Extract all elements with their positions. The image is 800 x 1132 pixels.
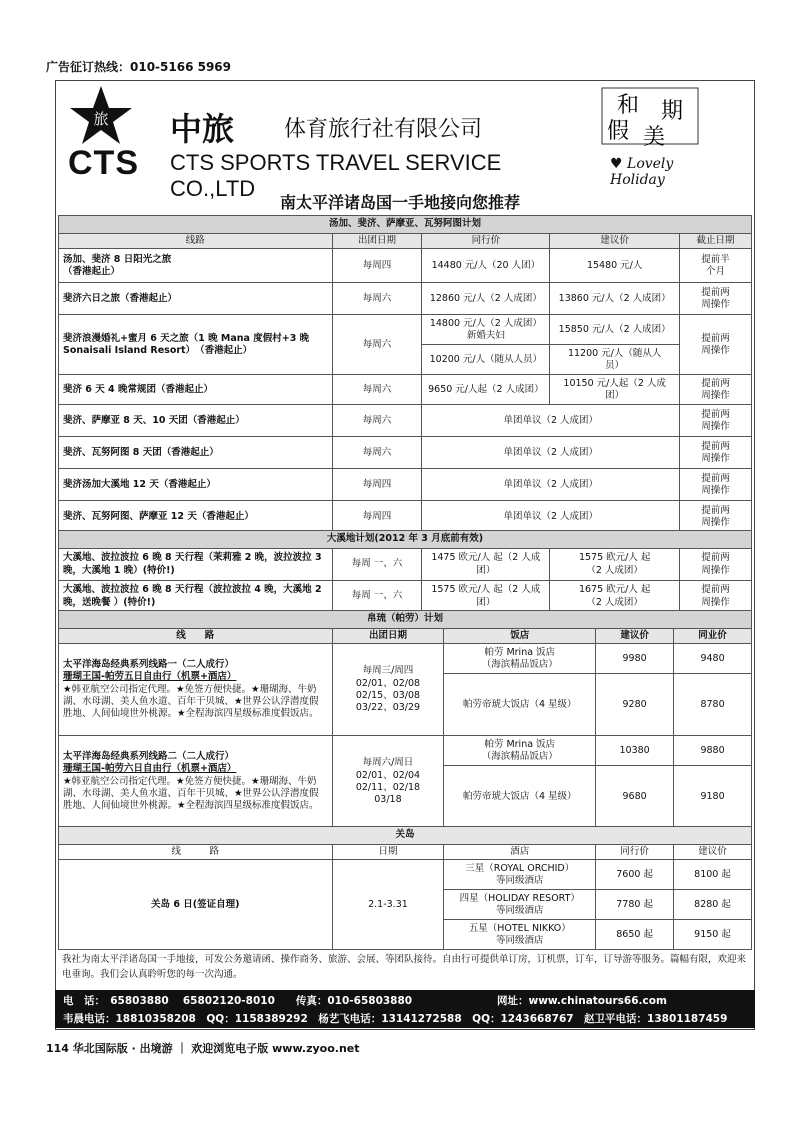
date-cell: 每周六 [332, 405, 422, 437]
route-title: 太平洋海岛经典系列线路一（二人成行） [63, 658, 235, 670]
table-row [59, 644, 752, 674]
col-header: 日期 [332, 845, 444, 860]
deadline-cell: 提前两 周操作 [680, 469, 752, 501]
deadline-cell: 提前两 周操作 [680, 581, 752, 613]
price-cell: 单团单议（2 人成团） [422, 501, 680, 533]
col-header: 线 路 [59, 845, 333, 860]
table-row [59, 405, 752, 437]
col-header: 建议价 [674, 845, 752, 860]
suggested-price-cell: 8280 起 [674, 890, 752, 920]
col-header: 酒店 [444, 845, 596, 860]
deadline-cell: 提前两 周操作 [680, 437, 752, 469]
route-subtitle: 珊瑚王国-帕劳五日自由行（机票+酒店） [63, 671, 237, 683]
route-description: ★韩亚航空公司指定代理。★免签方便快捷。★珊瑚海、牛奶湖、水母湖、美人鱼水道、百年干贝城、★世界公认浮潜度假胜地、人间仙境世外桃源。★全程海滨四星级标准度假饭店。 [63, 775, 319, 812]
route-cell: 汤加、斐济 8 日阳光之旅 （香港起止） [59, 249, 333, 283]
suggested-price-cell: 9680 [596, 766, 674, 828]
suggested-price-cell: 10380 [596, 736, 674, 766]
date-cell: 每周 一、六 [332, 581, 422, 613]
peer-price-cell: 10200 元/人（随从人员） [422, 345, 550, 375]
suggested-price-cell: 1575 欧元/人 起 （2 人成团） [550, 549, 680, 581]
col-header: 线路 [59, 234, 333, 249]
star-icon [66, 84, 136, 148]
route-cell: 斐济六日之旅（香港起止） [59, 283, 333, 315]
suggested-price-cell: 15850 元/人（2 人成团） [550, 315, 680, 345]
col-header: 建议价 [550, 234, 680, 249]
col-header: 同行价 [596, 845, 674, 860]
table-row [59, 736, 752, 766]
suggested-price-cell: 10150 元/人起（2 人成 团） [550, 375, 680, 405]
page-title: 南太平洋诸岛国一手地接向您推荐 [279, 193, 520, 212]
table-row [59, 249, 752, 283]
page-footer: 114 华北国际版 · 出境游 ｜ 欢迎浏览电子版 www.zyoo.net [46, 1042, 360, 1055]
palau-table [58, 610, 752, 828]
section-title: 关岛 [59, 827, 752, 845]
route-cell: 大溪地、波拉波拉 6 晚 8 天行程（波拉波拉 4 晚，大溪地 2 晚，送晚餐 ）(特价!) [59, 581, 333, 613]
table-row [59, 581, 752, 613]
table-row [59, 549, 752, 581]
holiday-char-1: 和 [616, 93, 640, 118]
section-title: 大溪地计划(2012 年 3 月底前有效) [59, 531, 752, 549]
table-row [59, 501, 752, 533]
col-header: 截止日期 [680, 234, 752, 249]
peer-price-cell: 8650 起 [596, 920, 674, 950]
col-header: 线 路 [59, 629, 333, 644]
hotel-cell: 帕劳 Mrina 饭店 （海滨精品饭店） [444, 736, 596, 766]
table-row [59, 283, 752, 315]
date-cell: 每周三/周四 02/01、02/08 02/15、03/08 03/22、03/29 [332, 644, 444, 736]
table-row [59, 315, 752, 345]
date-cell: 每周六/周日 02/01、02/04 02/11、02/18 03/18 [332, 736, 444, 828]
tonga-fiji-table [58, 215, 752, 533]
peer-price-cell: 14800 元/人（2 人成团） 新婚夫妇 [422, 315, 550, 345]
date-cell: 每周六 [332, 437, 422, 469]
holiday-label-text: Lovely Holiday [610, 156, 674, 188]
date-cell: 每周四 [332, 469, 422, 501]
deadline-cell: 提前两 周操作 [680, 283, 752, 315]
suggested-price-cell: 11200 元/人（随从人 员） [550, 345, 680, 375]
suggested-price-cell: 9280 [596, 674, 674, 736]
peer-price-cell: 9180 [674, 766, 752, 828]
route-description: ★韩亚航空公司指定代理。★免签方便快捷。★珊瑚海、牛奶湖、水母湖、美人鱼水道、百年干贝城、★世界公认浮潜度假胜地、人间仙境世外桃源。★全程海滨四星级标准度假饭店。 [63, 683, 319, 720]
website-link[interactable]: 网址：www.chinatours66.com [497, 995, 667, 1007]
contact-bar [55, 990, 755, 1028]
date-cell: 2.1-3.31 [332, 860, 444, 950]
route-cell: 斐济、萨摩亚 8 天、10 天团（香港起止） [59, 405, 333, 437]
table-row [59, 469, 752, 501]
ad-hotline: 广告征订热线：010-5166 5969 [46, 60, 232, 74]
deadline-cell: 提前两 周操作 [680, 549, 752, 581]
section-title: 汤加、斐济、萨摩亚、瓦努阿图计划 [59, 216, 752, 234]
holiday-char-2: 期 [660, 99, 684, 124]
col-header: 出团日期 [332, 629, 444, 644]
peer-price-cell: 14480 元/人（20 人团） [422, 249, 550, 283]
route-cell: 斐济汤加大溪地 12 天（香港起止） [59, 469, 333, 501]
deadline-cell: 提前两 周操作 [680, 405, 752, 437]
company-name-cn: 体育旅行社有限公司 [284, 117, 483, 142]
peer-price-cell: 9480 [674, 644, 752, 674]
agency-intro: 我社为南太平洋诸岛国一手地接，可发公务邀请函、操作商务、旅游、会展、等团队接待。自由行可提供单订房，订机票，订车，订导游等服务。篇幅有限，欢迎来电垂询。我们会认真聆听您的每一次沟通。 [62, 954, 747, 980]
deadline-cell: 提前两 周操作 [680, 315, 752, 375]
peer-price-cell: 7780 起 [596, 890, 674, 920]
guam-table [58, 826, 752, 950]
route-cell: 斐济、瓦努阿图 8 天团（香港起止） [59, 437, 333, 469]
date-cell: 每周六 [332, 375, 422, 405]
date-cell: 每周 一、六 [332, 549, 422, 581]
price-cell: 单团单议（2 人成团） [422, 437, 680, 469]
date-cell: 每周四 [332, 249, 422, 283]
zl-wordmark: 中旅 [170, 110, 235, 148]
suggested-price-cell: 13860 元/人（2 人成团） [550, 283, 680, 315]
table-row [59, 375, 752, 405]
peer-price-cell: 7600 起 [596, 860, 674, 890]
suggested-price-cell: 1675 欧元/人 起 （2 人成团） [550, 581, 680, 613]
price-cell: 单团单议（2 人成团） [422, 469, 680, 501]
holiday-char-3: 假 [606, 119, 630, 144]
route-cell: 斐济 6 天 4 晚常规团（香港起止） [59, 375, 333, 405]
cts-logo [62, 82, 562, 201]
hotel-cell: 三星（ROYAL ORCHID） 等同级酒店 [444, 860, 596, 890]
price-cell: 单团单议（2 人成团） [422, 405, 680, 437]
hotel-cell: 帕劳帝琥大饭店（4 星级） [444, 674, 596, 736]
col-header: 同业价 [674, 629, 752, 644]
holiday-char-4: 美 [642, 125, 666, 150]
hotel-cell: 五星（HOTEL NIKKO） 等同级酒店 [444, 920, 596, 950]
star-char: 旅 [93, 110, 109, 128]
contact-phone-line: 电 话： 65803880 65802120-8010 传真：010-65803880 [63, 995, 413, 1007]
peer-price-cell: 1475 欧元/人 起（2 人成团） [422, 549, 550, 581]
table-row [59, 437, 752, 469]
contact-people-line: 韦晨电话：18810358208 QQ：1158389292 杨艺飞电话：13141272588 QQ：1243668767 赵卫平电话：13801187459 [63, 1013, 728, 1025]
company-name-en: CTS SPORTS TRAVEL SERVICE CO.,LTD [170, 150, 502, 201]
holiday-label: ♥ Lovely Holiday [610, 156, 674, 188]
date-cell: 每周四 [332, 501, 422, 533]
date-cell: 每周六 [332, 315, 422, 375]
suggested-price-cell: 8100 起 [674, 860, 752, 890]
route-cell: 关岛 6 日(签证自理) [59, 860, 333, 950]
hotel-cell: 四星（HOLIDAY RESORT） 等同级酒店 [444, 890, 596, 920]
table-row [59, 860, 752, 890]
peer-price-cell: 1575 欧元/人 起（2 人成团） [422, 581, 550, 613]
hotel-cell: 帕劳 Mrina 饭店 （海滨精品饭店） [444, 644, 596, 674]
route-cell [59, 644, 333, 736]
route-title: 太平洋海岛经典系列线路二（二人成行） [63, 750, 235, 762]
deadline-cell: 提前两 周操作 [680, 375, 752, 405]
route-subtitle: 珊瑚王国-帕劳六日自由行（机票+酒店） [63, 763, 237, 775]
suggested-price-cell: 15480 元/人 [550, 249, 680, 283]
col-header: 同行价 [422, 234, 550, 249]
tahiti-table [58, 530, 752, 613]
route-cell: 大溪地、波拉波拉 6 晚 8 天行程（茉莉雅 2 晚，波拉波拉 3 晚，大溪地 1 晚）(特价!) [59, 549, 333, 581]
peer-price-cell: 9650 元/人起（2 人成团） [422, 375, 550, 405]
route-cell [59, 736, 333, 828]
col-header: 饭店 [444, 629, 596, 644]
hotel-cell: 帕劳帝琥大饭店（4 星级） [444, 766, 596, 828]
holiday-logo [590, 84, 710, 188]
suggested-price-cell: 9150 起 [674, 920, 752, 950]
cts-wordmark: CTS [68, 144, 139, 182]
route-cell: 斐济、瓦努阿图、萨摩亚 12 天（香港起止） [59, 501, 333, 533]
deadline-cell: 提前半 个月 [680, 249, 752, 283]
deadline-cell: 提前两 周操作 [680, 501, 752, 533]
suggested-price-cell: 9980 [596, 644, 674, 674]
peer-price-cell: 12860 元/人（2 人成团） [422, 283, 550, 315]
route-cell: 斐济浪漫婚礼+蜜月 6 天之旅（1 晚 Mana 度假村+3 晚 Sonaisali Island Resort） （香港起止） [59, 315, 333, 375]
col-header: 出团日期 [332, 234, 422, 249]
peer-price-cell: 8780 [674, 674, 752, 736]
col-header: 建议价 [596, 629, 674, 644]
date-cell: 每周六 [332, 283, 422, 315]
peer-price-cell: 9880 [674, 736, 752, 766]
section-title: 帛琉（帕劳）计划 [59, 611, 752, 629]
